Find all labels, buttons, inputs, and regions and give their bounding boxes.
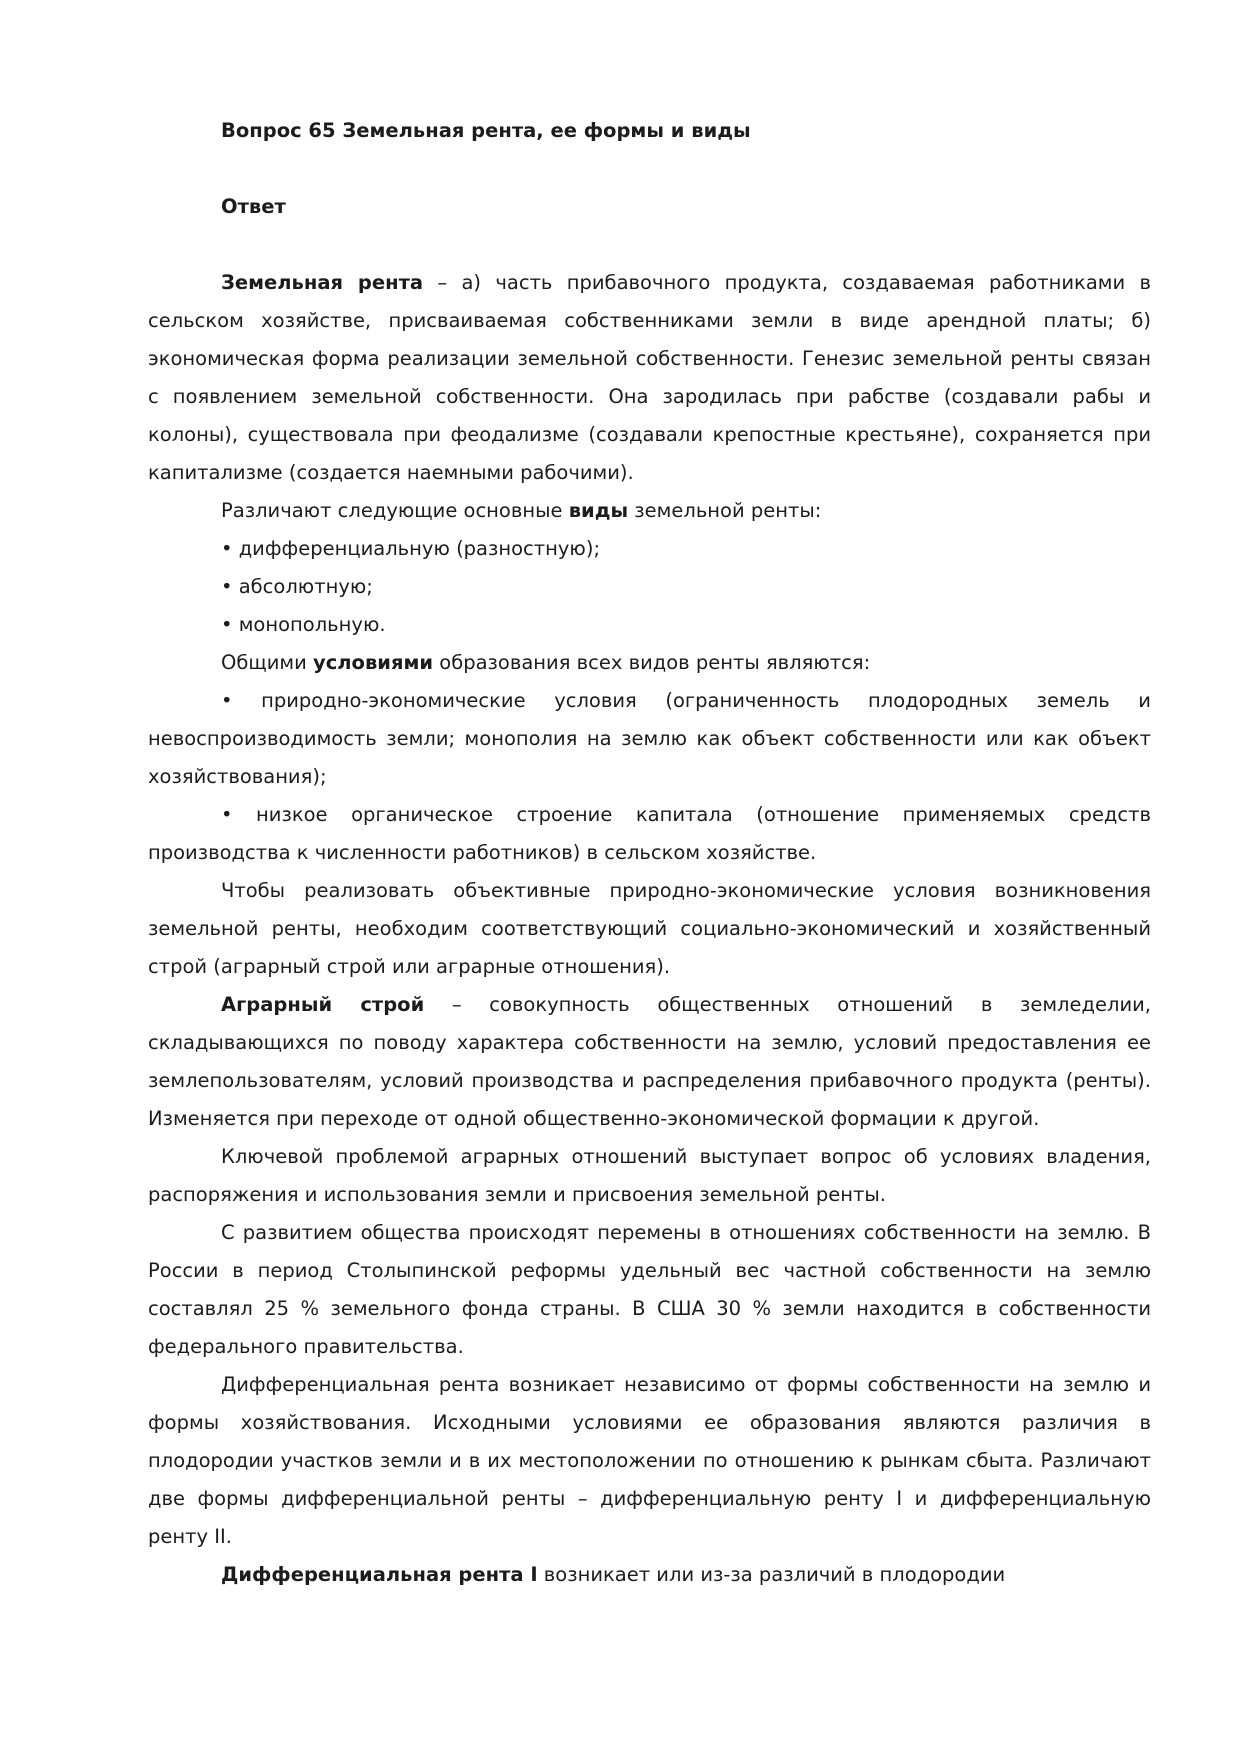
paragraph-key-problem: Ключевой проблемой аграрных отношений выступает вопрос об условиях владения, распоряжения и использования земли и присвоения земельной ренты. bbox=[148, 1145, 1151, 1206]
paragraph-agrarian-system-need: Чтобы реализовать объективные природно-экономические условия возникновения земельной ренты, необходим соответствующий социально-экономический и хозяйственный строй (аграрный строй или аграрные отношения). bbox=[148, 879, 1151, 978]
paragraph-rent-types-intro bbox=[148, 492, 1151, 530]
term-differential-rent-1: Дифференциальная рента I bbox=[221, 1563, 538, 1586]
paragraph-differential-rent-1 bbox=[148, 1556, 1151, 1594]
question-title: Вопрос 65 Земельная рента, ее формы и виды bbox=[221, 119, 751, 142]
paragraph-text: Различают следующие основные bbox=[221, 499, 569, 522]
term-types: виды bbox=[568, 499, 629, 522]
paragraph-conditions-intro bbox=[148, 644, 1151, 682]
paragraph-text: Общими bbox=[221, 651, 313, 674]
list-item-condition: • природно-экономические условия (ограниченность плодородных земель и невоспроизводимость земли; монополия на землю как объект собственности или как объект хозяйствования); bbox=[148, 689, 1151, 788]
paragraph-text: образования всех видов ренты являются: bbox=[433, 651, 871, 674]
list-item-rent-type: • монопольную. bbox=[221, 613, 386, 636]
paragraph-ownership-changes: С развитием общества происходят перемены в отношениях собственности на землю. В России в период Столыпинской реформы удельный вес частной собственности на землю составлял 25 % земельного фонда страны. В США 30 % земли находится в собственности федерального правительства. bbox=[148, 1221, 1151, 1358]
term-agrarian-system: Аграрный строй bbox=[221, 993, 425, 1016]
paragraph-differential-rent: Дифференциальная рента возникает независимо от формы собственности на землю и формы хозяйствования. Исходными условиями ее образования являются различия в плодородии участков земли и в их местоположении по отношению к рынкам сбыта. Различают две формы дифференциальной ренты – дифференциальную ренту I и дифференциальную ренту II. bbox=[148, 1373, 1151, 1548]
paragraph-land-rent-definition bbox=[148, 264, 1151, 492]
term-land-rent: Земельная рента bbox=[221, 271, 424, 294]
paragraph-agrarian-system-definition bbox=[148, 986, 1151, 1138]
blank-line bbox=[148, 226, 1151, 264]
blank-line bbox=[148, 150, 1151, 188]
paragraph-text: земельной ренты: bbox=[628, 499, 822, 522]
paragraph-text: – а) часть прибавочного продукта, создаваемая работниками в сельском хозяйстве, присваиваемая собственниками земли в виде арендной платы; б) экономическая форма реализации земельной собственности. Генезис земельной ренты связан с появлением земельной собственности. Она зародилась при рабстве (создавали рабы и колоны), существовала при феодализме (создавали крепостные крестьяне), сохраняется при капитализме (создается наемными рабочими). bbox=[148, 271, 1151, 484]
term-conditions: условиями bbox=[313, 651, 434, 674]
list-item-rent-type: • дифференциальную (разностную); bbox=[221, 537, 601, 560]
list-item-rent-type: • абсолютную; bbox=[221, 575, 373, 598]
paragraph-text: – совокупность общественных отношений в земледелии, складывающихся по поводу характера собственности на землю, условий предоставления ее землепользователям, условий производства и распределения прибавочного продукта (ренты). Изменяется при переходе от одной общественно-экономической формации к другой. bbox=[148, 993, 1151, 1130]
list-item-condition: • низкое органическое строение капитала (отношение применяемых средств производства к численности работников) в сельском хозяйстве. bbox=[148, 803, 1151, 864]
document-page bbox=[148, 112, 1151, 1594]
answer-label: Ответ bbox=[221, 195, 286, 218]
paragraph-text: возникает или из-за различий в плодородии bbox=[537, 1563, 1006, 1586]
